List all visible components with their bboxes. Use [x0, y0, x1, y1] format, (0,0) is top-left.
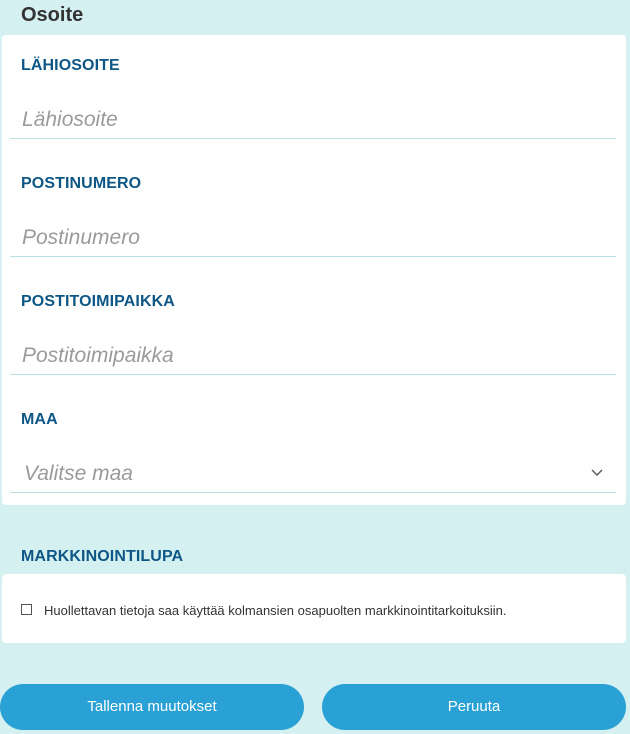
country-label: MAA	[21, 411, 58, 428]
marketing-card	[2, 574, 626, 643]
country-select[interactable]	[10, 455, 616, 493]
city-label: POSTITOIMIPAIKKA	[21, 293, 175, 310]
postal-code-label: POSTINUMERO	[21, 175, 142, 192]
country-select-value: Valitse maa	[24, 462, 133, 485]
postal-code-field-group	[10, 153, 616, 271]
cancel-button[interactable]: Peruuta	[322, 684, 626, 730]
city-field-group	[10, 271, 616, 389]
street-field-group	[10, 35, 616, 153]
chevron-down-icon	[590, 467, 604, 477]
street-label: LÄHIOSOITE	[21, 57, 120, 74]
country-field-group	[10, 389, 616, 507]
marketing-consent-checkbox[interactable]	[21, 604, 32, 615]
marketing-section-title: MARKKINOINTILUPA	[21, 548, 184, 565]
marketing-consent-label[interactable]: Huollettavan tietoja saa käyttää kolmansien osapuolten markkinointitarkoituksiin.	[44, 603, 507, 618]
street-input[interactable]	[10, 101, 616, 139]
city-input[interactable]	[10, 337, 616, 375]
postal-code-input[interactable]	[10, 219, 616, 257]
address-card	[2, 35, 626, 505]
save-button[interactable]: Tallenna muutokset	[0, 684, 304, 730]
address-section-title: Osoite	[21, 4, 84, 26]
